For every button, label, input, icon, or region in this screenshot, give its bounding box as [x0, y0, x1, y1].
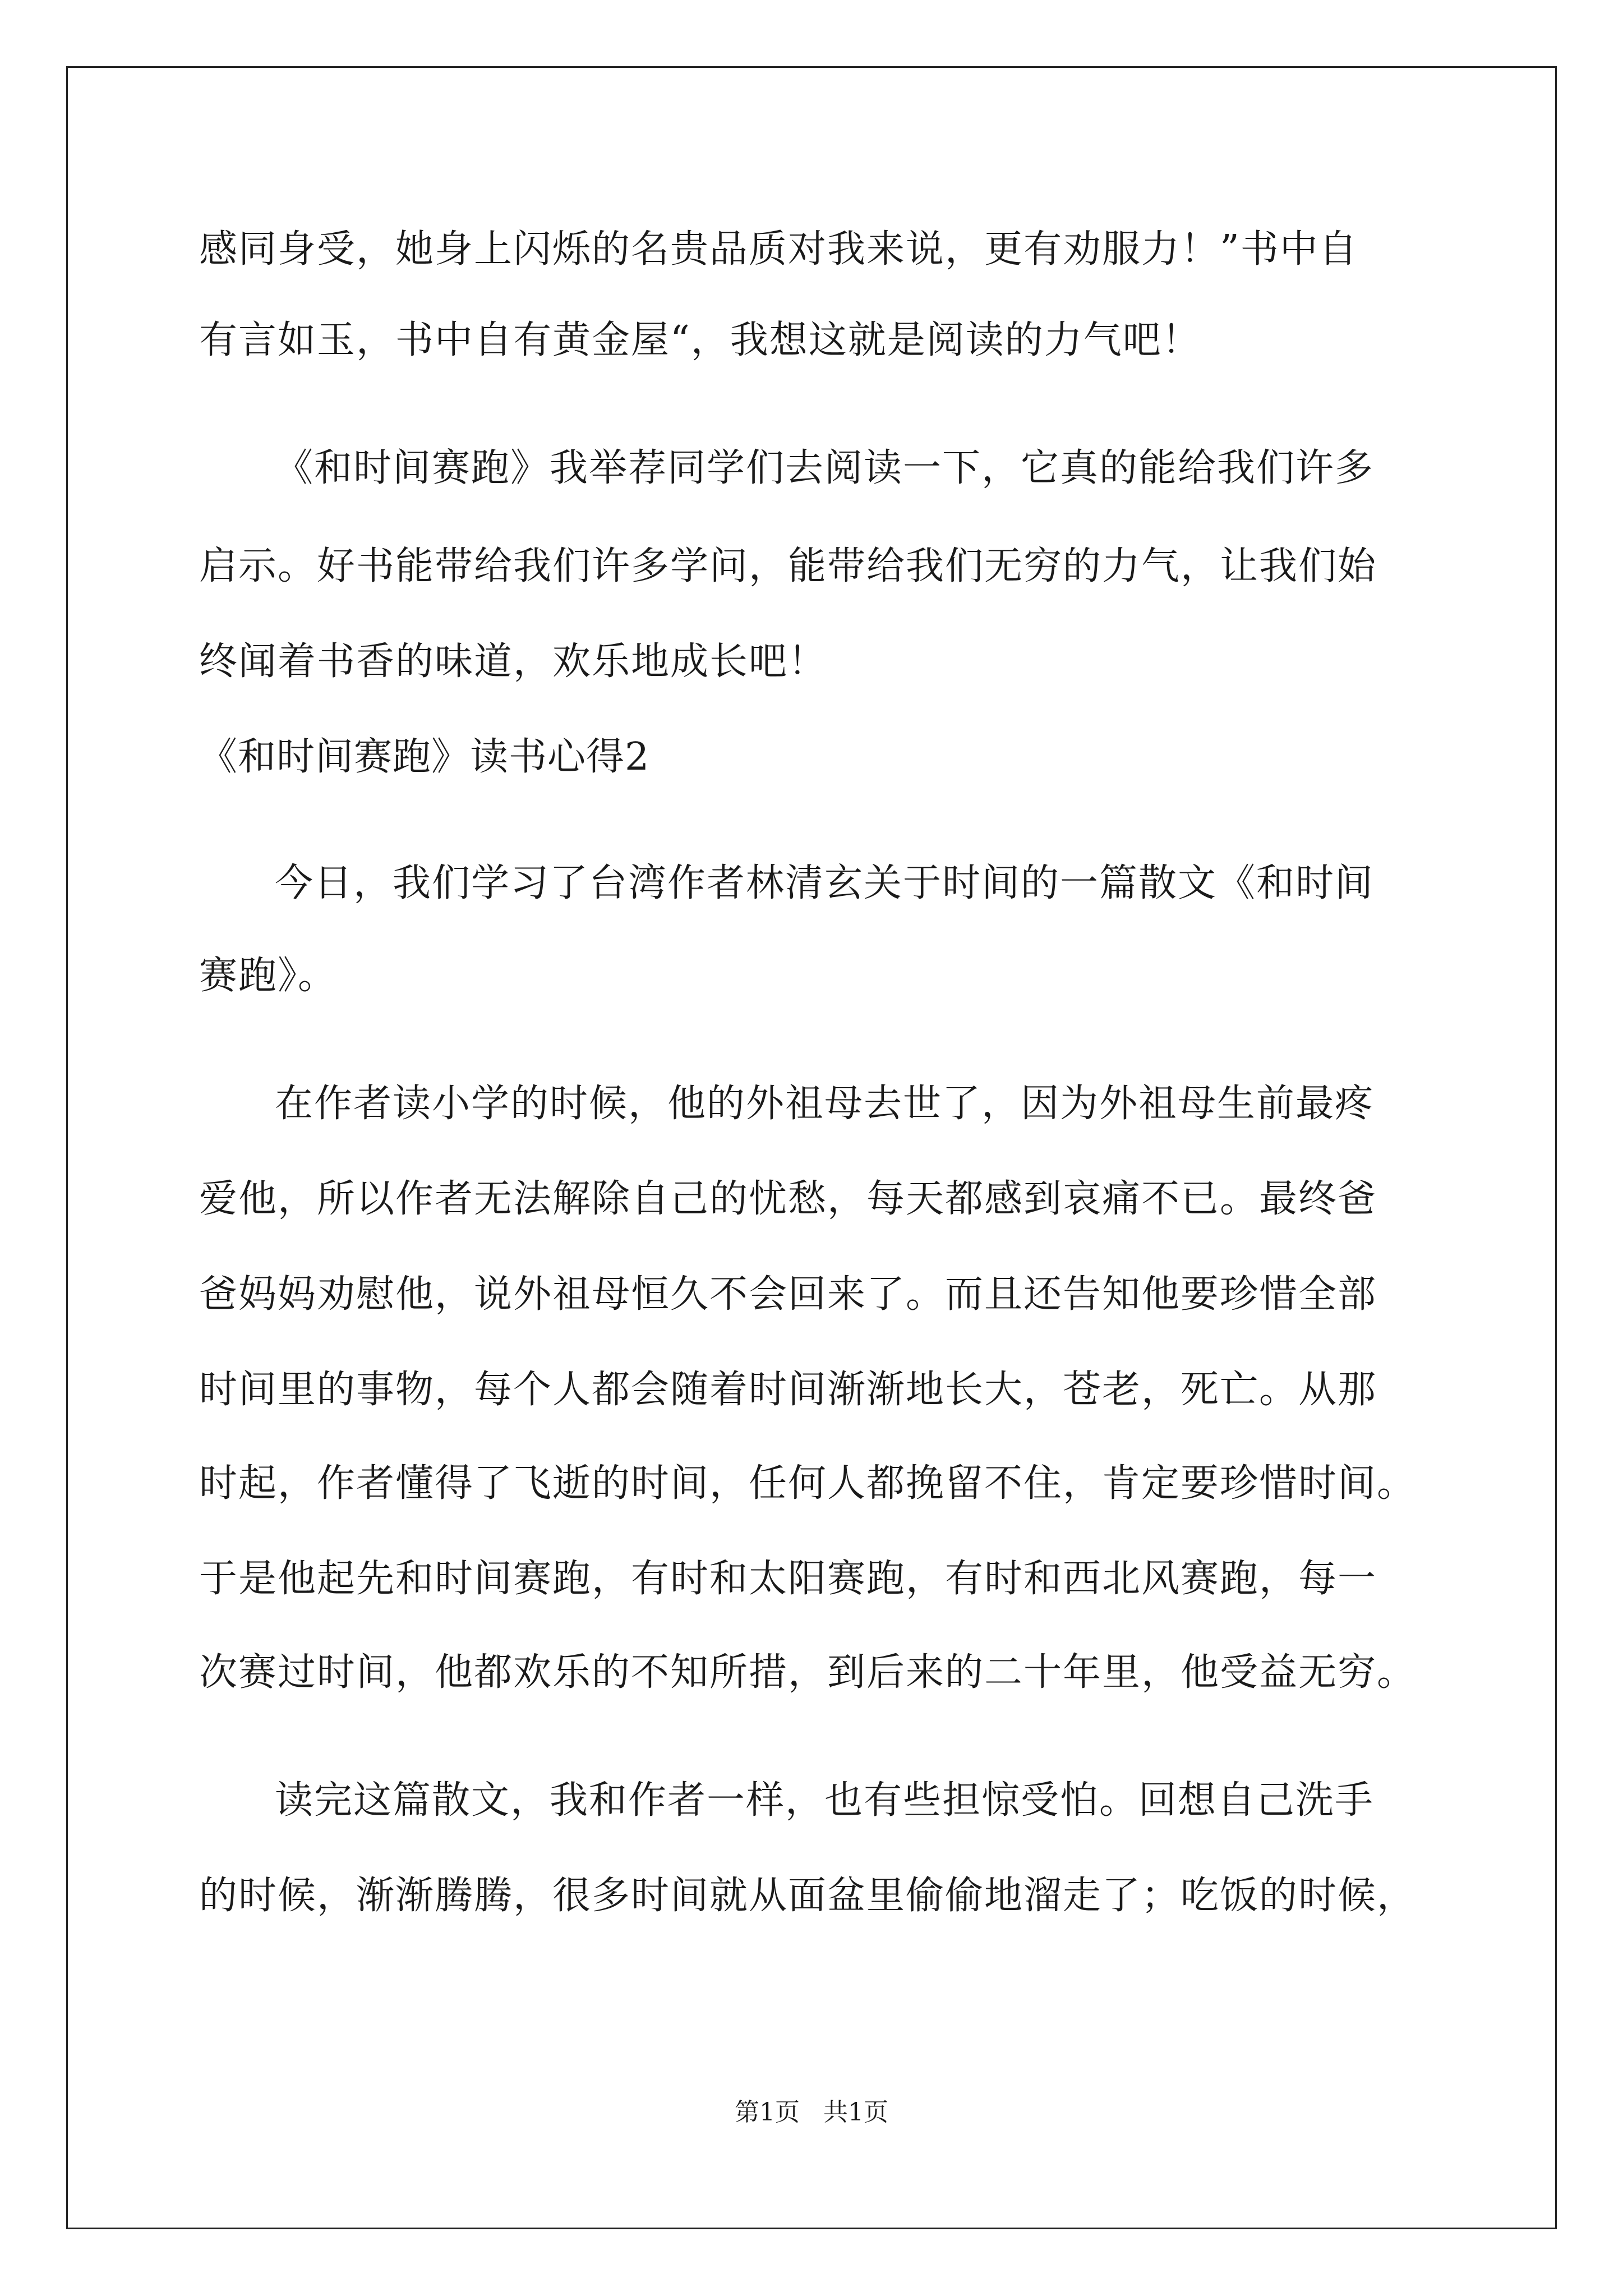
text-line: 时间里的事物，每个人都会随着时间渐渐地长大，苍老，死亡。从那	[199, 1368, 1377, 1412]
text-line: 《和时间赛跑》我举荐同学们去阅读一下，它真的能给我们许多	[275, 446, 1375, 490]
text-line: 的时候，渐渐腾腾，很多时间就从面盆里偷偷地溜走了；吃饭的时候，	[199, 1874, 1417, 1918]
text-line: 时起，作者懂得了飞逝的时间，任何人都挽留不住，肯定要珍惜时间。	[199, 1461, 1417, 1506]
text-line: 今日，我们学习了台湾作者林清玄关于时间的一篇散文《和时间	[275, 861, 1375, 905]
text-line: 读完这篇散文，我和作者一样，也有些担惊受怕。回想自己洗手	[275, 1778, 1375, 1823]
text-line: 于是他起先和时间赛跑，有时和太阳赛跑，有时和西北风赛跑，每一	[199, 1557, 1377, 1601]
text-line: 在作者读小学的时候，他的外祖母去世了，因为外祖母生前最疼	[275, 1082, 1375, 1126]
text-line: 赛跑》。	[199, 954, 338, 998]
text-line: 终闻着书香的味道，欢乐地成长吧！	[199, 639, 828, 684]
section-heading: 《和时间赛跑》读书心得2	[199, 735, 650, 779]
text-line: 次赛过时间，他都欢乐的不知所措，到后来的二十年里，他受益无穷。	[199, 1650, 1417, 1695]
text-line: 爸妈妈劝慰他，说外祖母恒久不会回来了。而且还告知他要珍惜全部	[199, 1272, 1377, 1317]
text-line: 有言如玉，书中自有黄金屋“，我想这就是阅读的力气吧！	[199, 318, 1201, 362]
text-line: 爱他，所以作者无法解除自己的忧愁，每天都感到哀痛不已。最终爸	[199, 1177, 1377, 1221]
text-line: 感同身受，她身上闪烁的名贵品质对我来说，更有劝服力！”书中自	[199, 227, 1358, 272]
text-line: 启示。好书能带给我们许多学问，能带给我们无穷的力气，让我们始	[199, 544, 1377, 588]
page-footer: 第1页 共1页	[735, 2098, 888, 2127]
